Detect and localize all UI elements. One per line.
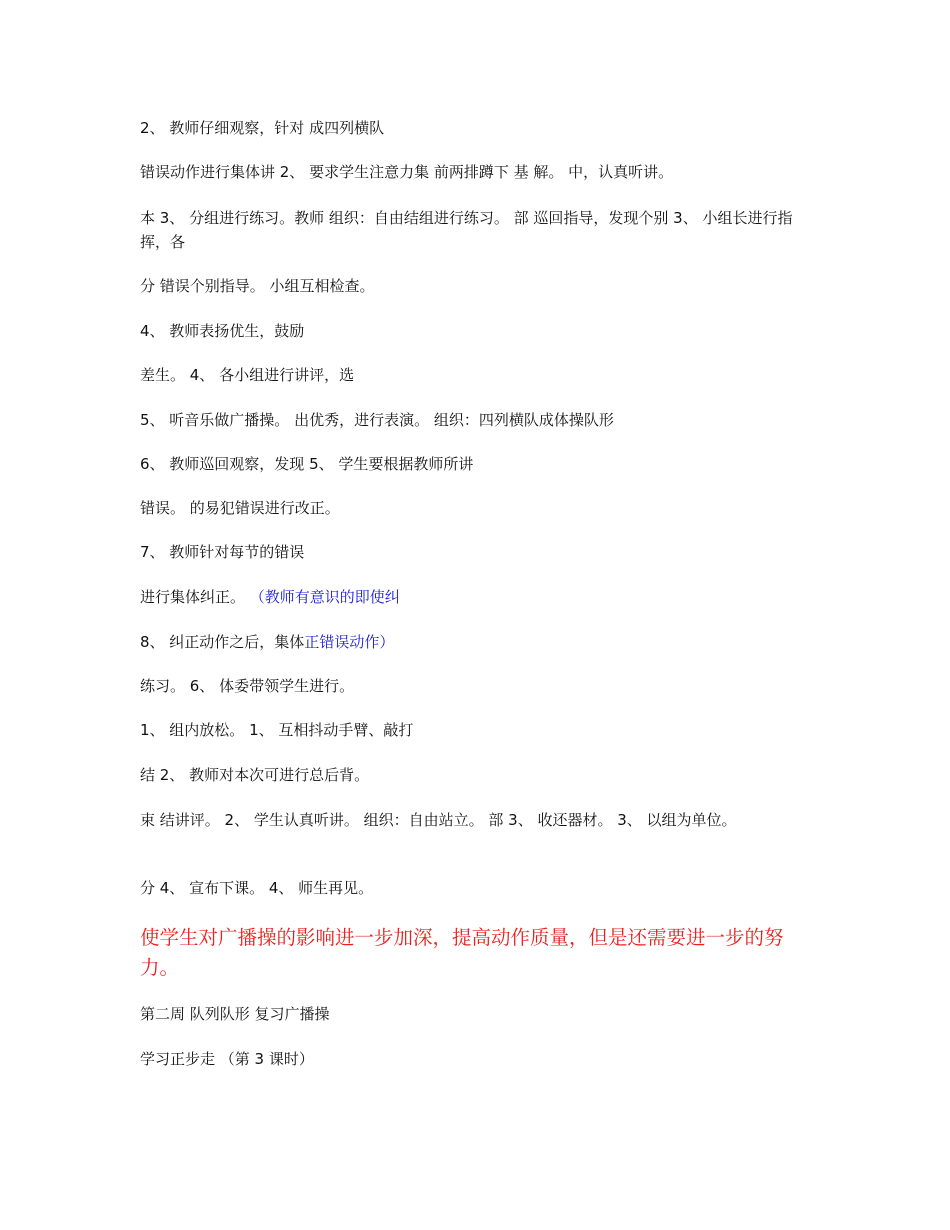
text-line-11	[140, 585, 820, 609]
text-line-12-black: 8、 纠正动作之后，集体	[140, 633, 305, 651]
text-line-12	[140, 630, 820, 654]
text-line-11-blue: （教师有意识的即使纠	[249, 588, 400, 606]
text-line-8: 6、 教师巡回观察，发现 5、 学生要根据教师所讲	[140, 455, 474, 473]
text-line-14: 1、 组内放松。 1、 互相抖动手臂、敲打	[140, 721, 414, 739]
text-line-2: 错误动作进行集体讲 2、 要求学生注意力集 前两排蹲下 基 解。 中，认真听讲。	[140, 163, 674, 181]
text-line-18: 第二周 队列队形 复习广播操	[140, 1005, 330, 1023]
text-line-10: 7、 教师针对每节的错误	[140, 543, 305, 561]
text-line-15: 结 2、 教师对本次可进行总后背。	[140, 766, 370, 784]
text-line-1: 2、 教师仔细观察，针对 成四列横队	[140, 119, 385, 137]
text-line-17: 分 4、 宣布下课。 4、 师生再见。	[140, 879, 374, 897]
text-line-12-blue: 正错误动作）	[304, 633, 395, 651]
reflection-text: 使学生对广播操的影响进一步加深，提高动作质量，但是还需要进一步的努力。	[140, 926, 784, 979]
text-line-3: 本 3、 分组进行练习。教师 组织：自由结组进行练习。 部 巡回指导，发现个别 3、 小组长进行指挥，各	[140, 209, 793, 251]
text-line-6: 差生。 4、 各小组进行讲评，选	[140, 366, 355, 384]
text-line-9: 错误。 的易犯错误进行改正。	[140, 499, 340, 517]
text-line-4: 分 错误个别指导。 小组互相检查。	[140, 277, 375, 295]
text-line-16: 束 结讲评。 2、 学生认真听讲。 组织：自由站立。 部 3、 收还器材。 3、 以组为单位。	[140, 811, 737, 829]
text-line-19: 学习正步走 （第 3 课时）	[140, 1050, 314, 1068]
text-line-5: 4、 教师表扬优生，鼓励	[140, 322, 305, 340]
text-line-13: 练习。 6、 体委带领学生进行。	[140, 677, 355, 695]
text-line-11-black: 进行集体纠正。	[140, 588, 250, 606]
text-line-7: 5、 听音乐做广播操。 出优秀，进行表演。 组织：四列横队成体操队形	[140, 411, 614, 429]
